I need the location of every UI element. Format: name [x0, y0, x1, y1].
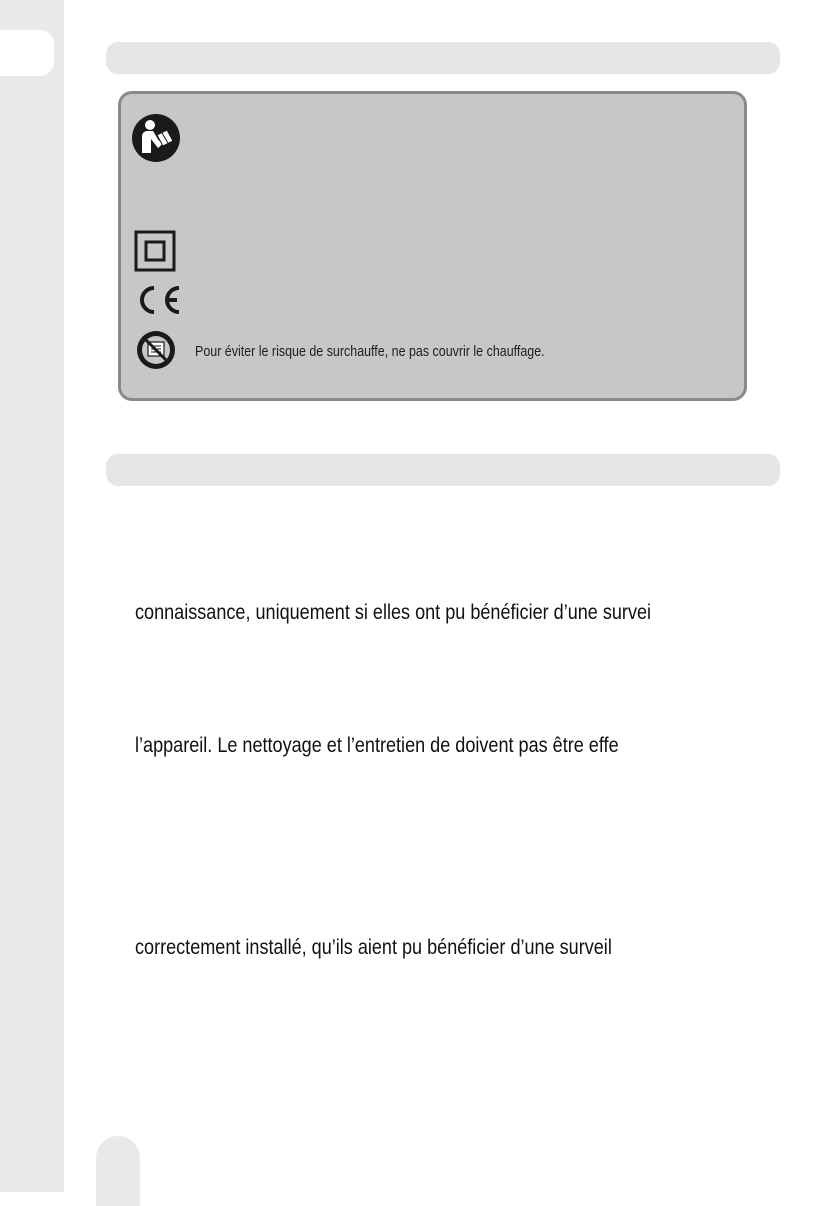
- do-not-cover-icon: [136, 330, 176, 370]
- side-margin-strip: [0, 0, 64, 1192]
- body-text-line: l’appareil. Le nettoyage et l’entretien de doivent pas être effe: [135, 734, 619, 757]
- side-tab: [0, 30, 54, 76]
- body-text-line: connaissance, uniquement si elles ont pu bénéficier d’une survei: [135, 601, 652, 624]
- section-header-bar: [106, 42, 780, 74]
- ce-mark-icon: [133, 284, 181, 316]
- class-ii-double-insulation-icon: [134, 230, 176, 272]
- do-not-cover-warning-text: Pour éviter le risque de surchauffe, ne pas couvrir le chauffage.: [195, 344, 545, 360]
- symbols-panel: [118, 91, 747, 401]
- section-header-bar: [106, 454, 780, 486]
- read-manual-icon: [131, 113, 181, 163]
- page-number-tab: [96, 1136, 140, 1206]
- body-text-line: correctement installé, qu’ils aient pu bénéficier d’une surveil: [135, 936, 612, 959]
